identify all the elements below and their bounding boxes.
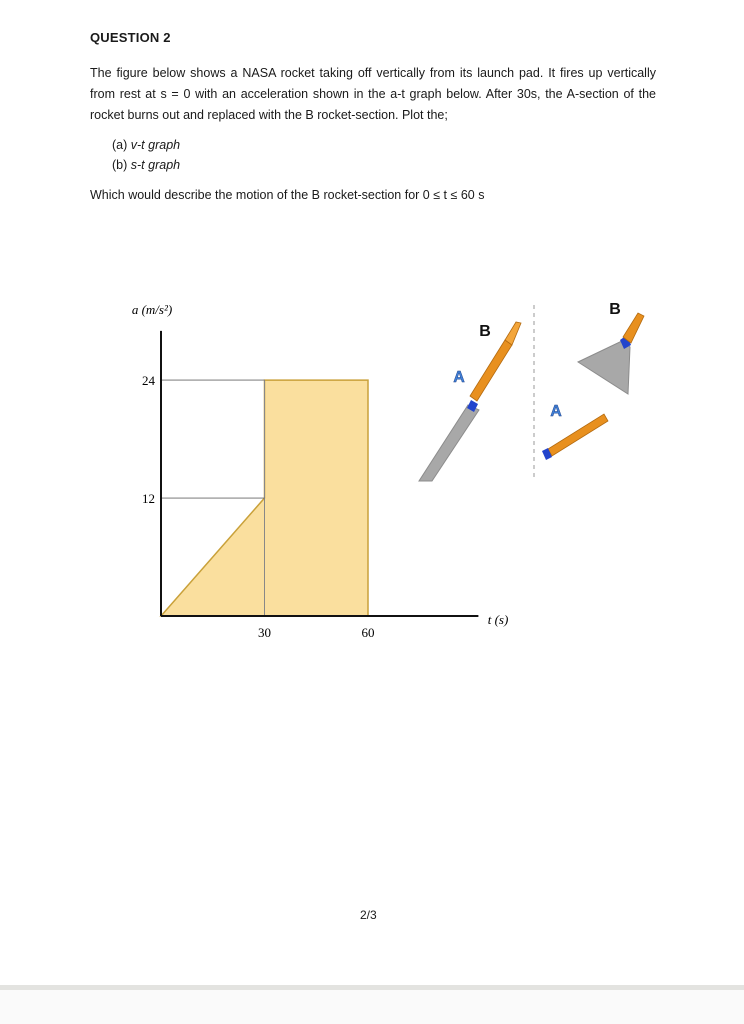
- separated-label-b: B: [609, 301, 621, 318]
- question-paragraph: The figure below shows a NASA rocket taking off vertically from its launch pad. It fires up vertically from rest at s = 0 with an acceleration shown in the a-t graph below. After 30s, the A-section of the rocket burns out and replaced with the B rocket-section. Plot the;: [90, 66, 656, 122]
- x-axis-label: t (s): [487, 612, 509, 627]
- b-section-body: [623, 313, 644, 343]
- rocket-separation-illustration: [542, 301, 644, 460]
- rocket-launch-illustration: [419, 322, 521, 481]
- rocket-body: [470, 340, 512, 401]
- y-tick-24: 24: [142, 373, 155, 389]
- part-b-label: (b): [112, 158, 128, 172]
- b-section-exhaust: [578, 340, 630, 394]
- exhaust-plume: [419, 405, 479, 481]
- question-prompt: Which would describe the motion of the B rocket-section for 0 ≤ t ≤ 60 s: [90, 188, 485, 202]
- rocket-label-b: B: [479, 323, 491, 340]
- at-chart: [132, 302, 508, 640]
- question-title: QUESTION 2: [90, 30, 171, 45]
- page-number: 2/3: [360, 908, 377, 922]
- part-b-text: s-t graph: [130, 158, 181, 172]
- y-axis-label: a (m/s²): [131, 302, 173, 317]
- part-a-text: v-t graph: [130, 138, 181, 152]
- y-tick-12: 12: [142, 491, 155, 507]
- x-tick-60: 60: [361, 625, 375, 640]
- separated-label-a: A: [550, 403, 562, 420]
- x-tick-30: 30: [258, 625, 271, 640]
- part-a-label: (a): [112, 138, 128, 152]
- viewer-bottom-strip: [0, 985, 744, 1024]
- a-section-body: [548, 414, 608, 456]
- rocket-nose: [505, 322, 521, 345]
- rocket-label-a: A: [453, 369, 465, 386]
